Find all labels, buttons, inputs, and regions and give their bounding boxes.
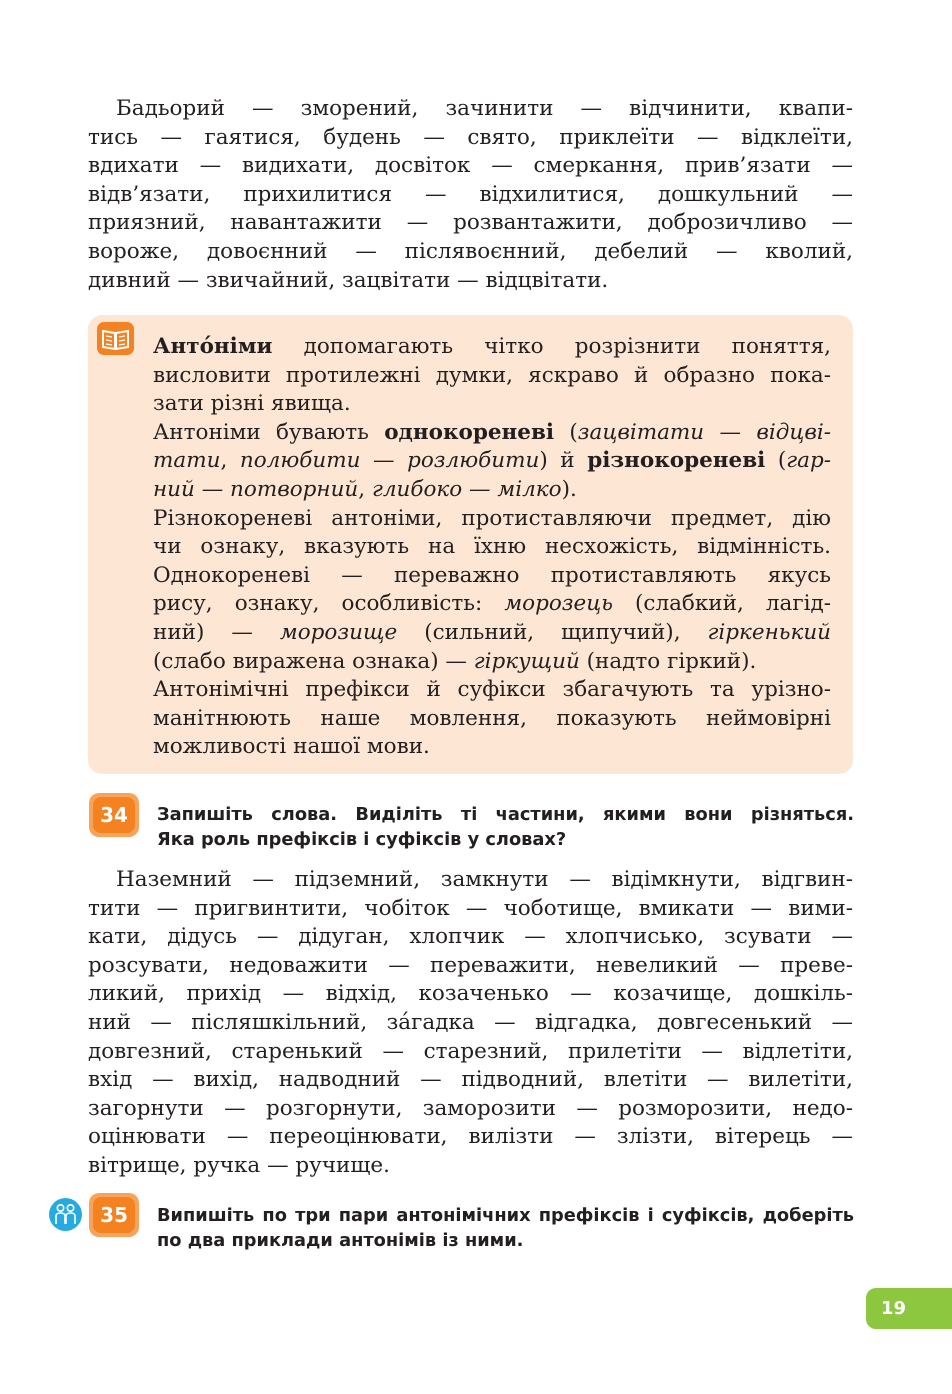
task-35-instruction: [157, 1203, 854, 1253]
term-bold: різнокореневі: [587, 448, 766, 474]
rule-text: (слабо виражена ознака) —: [153, 648, 474, 674]
text-line: загорнути — розгорнути, заморозити — розморозити, недо-: [88, 1095, 853, 1121]
rule-text: Антоніми бувають: [153, 419, 385, 445]
rule-line: [153, 447, 831, 476]
text-line: оцінювати — переоцінювати, вилізти — злізти, вітерець —: [88, 1124, 853, 1150]
rule-text: (слабкий, лагід-: [612, 591, 831, 617]
rule-text: ний) —: [153, 619, 280, 645]
rule-line: [153, 362, 831, 391]
rule-text: (: [765, 448, 787, 474]
rule-line: [153, 505, 831, 534]
rule-text: висловити протилежні думки, яскраво й образно пока-: [153, 362, 831, 388]
text-line: Наземний — підземний, замкнути — відімкнути, відгвин-: [116, 867, 853, 892]
text-line: дивний — звичайний, зацвітати — відцвітати.: [88, 267, 609, 293]
rule-line: [153, 705, 831, 734]
rule-text: ,: [220, 448, 240, 474]
instruction-line: по два приклади антонімів із ними.: [157, 1230, 524, 1251]
rule-line: [153, 562, 831, 591]
rule-line: [153, 390, 831, 419]
text-line: розсувати, недоважити — переважити, невеликий — преве-: [88, 952, 853, 978]
example-italic: ний — потворний: [153, 476, 359, 502]
text-line: приязний, навантажити — розвантажити, доброзичливо —: [88, 210, 853, 236]
example-italic: тати: [153, 448, 221, 474]
task-number: 34: [93, 797, 135, 833]
intro-paragraph: [88, 95, 853, 295]
rule-text: Антонімічні префікси й суфікси збагачують та урізно-: [153, 677, 831, 703]
example-italic: полюбити — розлюбити: [239, 448, 540, 474]
rule-text: допомагають чітко розрізнити поняття,: [272, 334, 831, 359]
text-line: вдихати — видихати, досвіток — смеркання, прив’язати —: [88, 153, 853, 179]
rule-text: зати різні явища.: [153, 391, 351, 417]
rule-text: Однокореневі — переважно протиставляють якусь: [153, 562, 831, 588]
text-line: ний — післяшкільний, за́гадка — відгадка, довгесенький —: [88, 1009, 853, 1035]
rule-line: [153, 476, 831, 505]
rule-line: [153, 333, 831, 362]
text-line: відв’язати, прихилитися — відхилитися, дошкульний —: [88, 181, 853, 207]
rule-line: [153, 733, 831, 762]
rule-text: (: [554, 419, 578, 445]
task-number: 35: [93, 1197, 135, 1233]
example-italic: гар-: [786, 448, 831, 474]
example-italic: гіркенький: [707, 619, 832, 645]
rule-text: манітнюють наше мовлення, показують неймовірні: [153, 705, 831, 731]
text-line: тити — пригвинтити, чобіток — чоботище, вмикати — вими-: [88, 895, 853, 921]
rule-text: (надто гіркий).: [579, 648, 757, 674]
pair-work-icon: [49, 1198, 82, 1231]
rule-line: [153, 590, 831, 619]
task-34-instruction: [157, 802, 854, 852]
rule-text: ) й: [539, 448, 588, 474]
rule-text: ).: [561, 476, 577, 502]
example-italic: морозець: [504, 591, 613, 617]
rule-text: Різнокореневі антоніми, протиставляючи предмет, дію: [153, 505, 831, 531]
rule-line: [153, 676, 831, 705]
rule-text: ,: [358, 476, 372, 502]
text-line: вхід — вихід, надводний — підводний, влетіти — вилетіти,: [88, 1067, 853, 1093]
rule-text: чи ознаку, вказують на їхню несхожість, відмінність.: [153, 534, 831, 560]
text-line: вітрище, ручка — ручище.: [88, 1152, 390, 1178]
term-bold: однокореневі: [384, 419, 555, 445]
rule-text: рису, ознаку, особливість:: [153, 591, 505, 617]
instruction-line: Випишіть по три пари антонімічних префіксів і суфіксів, доберіть: [157, 1205, 854, 1226]
instruction-line: Яка роль префіксів і суфіксів у словах?: [157, 829, 567, 850]
example-italic: зацвітати — відцві-: [577, 419, 831, 445]
text-line: кати, дідусь — дідуган, хлопчик — хлопчисько, зсувати —: [88, 924, 853, 950]
text-line: довгезний, старенький — старезний, прилетіти — відлетіти,: [88, 1038, 853, 1064]
rule-text: (сильний, щипучий),: [397, 619, 708, 645]
task-number-badge: [89, 793, 139, 837]
example-italic: морозище: [279, 619, 398, 645]
rule-line: [153, 619, 831, 648]
example-italic: гіркущий: [473, 648, 580, 674]
example-italic: глибоко — мілко: [371, 476, 562, 502]
page-number: 19: [866, 1288, 952, 1329]
text-line: вороже, довоєнний — післявоєнний, дебелий — кволий,: [88, 238, 853, 264]
rule-definition: [153, 333, 831, 762]
rule-line: [153, 533, 831, 562]
book-icon: [97, 322, 134, 355]
rule-line: [153, 419, 831, 448]
text-line: ликий, прихід — відхід, козаченько — козачище, дошкіль-: [88, 981, 853, 1007]
exercise-paragraph: [88, 866, 853, 1181]
instruction-line: Запишіть слова. Виділіть ті частини, якими вони різняться.: [157, 804, 854, 825]
rule-text: можливості нашої мови.: [153, 734, 430, 760]
text-line: тись — гаятися, будень — свято, приклеїти — відклеїти,: [88, 124, 853, 150]
task-number-badge: [89, 1193, 139, 1237]
text-line: Бадьорий — зморений, зачинити — відчинити, квапи-: [116, 96, 853, 121]
term-bold: Анто́німи: [153, 334, 273, 359]
rule-line: [153, 648, 831, 677]
